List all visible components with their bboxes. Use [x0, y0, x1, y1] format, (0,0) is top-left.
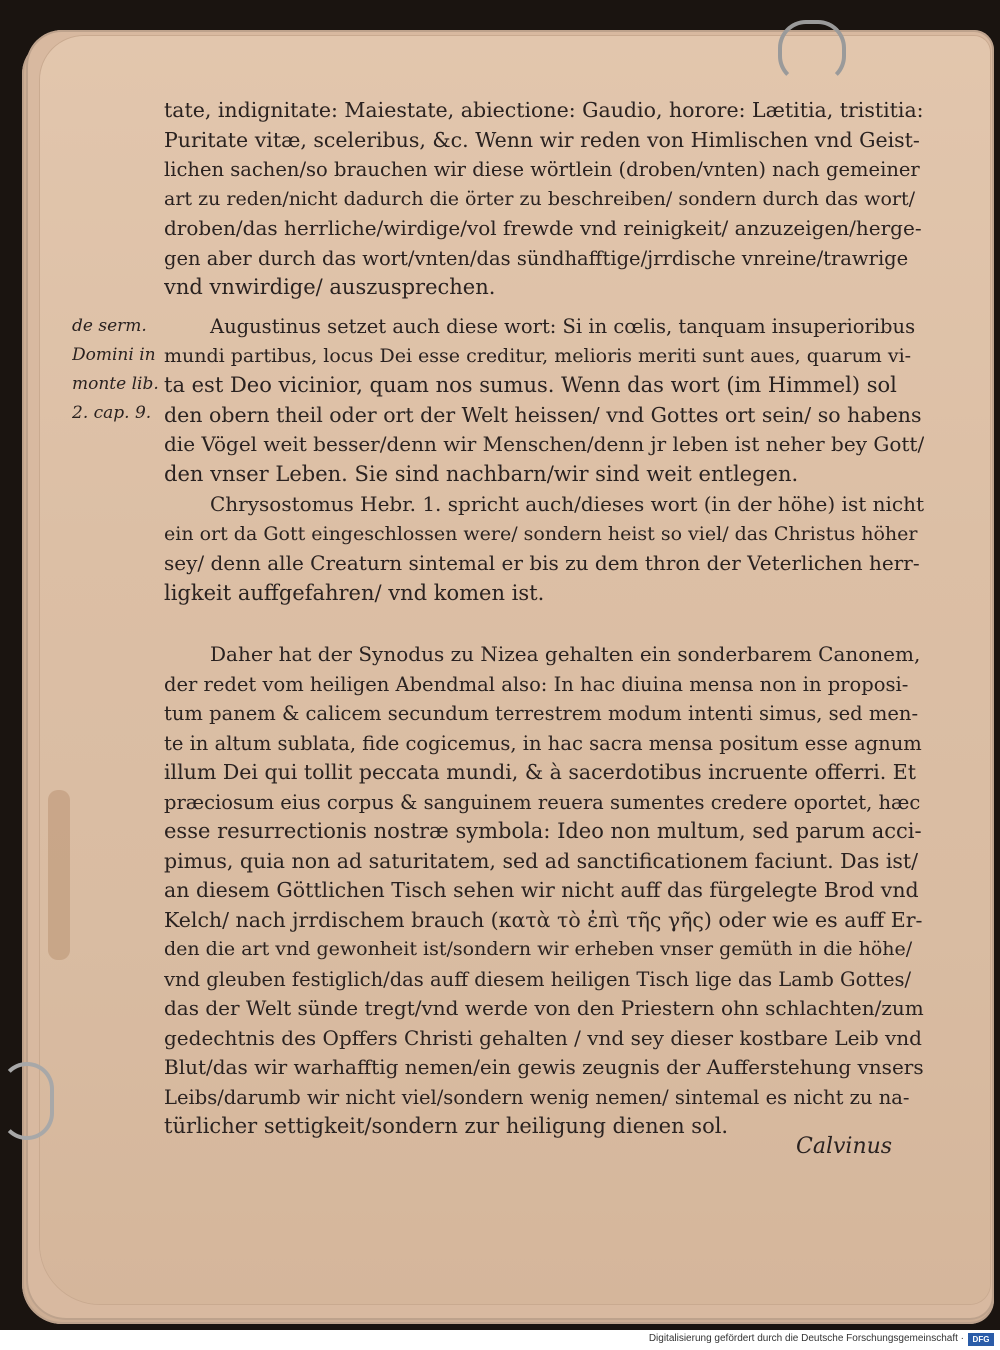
- paragraph-1: [164, 96, 924, 303]
- text-line: die Vögel weit besser/denn wir Menschen/denn jr leben ist neher bey Gott/: [164, 432, 924, 456]
- text-line: Leibs/darumb wir nicht viel/sondern wenig nemen/ sintemal es nicht zu na-: [164, 1085, 910, 1109]
- text-line: gen aber durch das wort/vnten/das sündhafftige/jrrdische vnreine/trawrige: [164, 246, 909, 270]
- text-line: den die art vnd gewonheit ist/sondern wir erheben vnser gemüth in die höhe/: [164, 938, 913, 960]
- text-line: Daher hat der Synodus zu Nizea gehalten ein sonderbarem Canonem,: [210, 642, 921, 666]
- page-stain: [48, 790, 70, 960]
- text-line: das der Welt sünde tregt/vnd werde von den Priestern ohn schlachten/zum: [164, 996, 924, 1020]
- text-line: Puritate vitæ, sceleribus, &c. Wenn wir reden von Himlischen vnd Geist-: [164, 127, 920, 152]
- text-line: de serm.: [72, 316, 147, 336]
- text-line: vnd vnwirdige/ auszusprechen.: [164, 275, 496, 299]
- text-line: esse resurrectionis nostræ symbola: Ideo non multum, sed parum acci-: [164, 819, 922, 843]
- catchword: Calvinus: [796, 1134, 893, 1159]
- text-line: illum Dei qui tollit peccata mundi, & à sacerdotibus incruente offerri. Et: [164, 760, 917, 784]
- paragraph-4: [164, 640, 924, 1142]
- dfg-logo: DFG: [968, 1333, 994, 1346]
- text-line: ligkeit auffgefahren/ vnd komen ist.: [164, 580, 545, 605]
- text-line: mundi partibus, locus Dei esse creditur, melioris meriti sunt aues, quarum vi-: [164, 344, 912, 367]
- text-line: sey/ denn alle Creaturn sintemal er bis zu dem thron der Veterlichen herr-: [164, 551, 920, 575]
- text-line: 2. cap. 9.: [72, 403, 152, 423]
- text-line: Augustinus setzet auch diese wort: Si in cœlis, tanquam insuperioribus: [210, 315, 916, 338]
- text-line: vnd gleuben festiglich/das auff diesem heiligen Tisch lige das Lamb Gottes/: [164, 967, 912, 991]
- text-line: Chrysostomus Hebr. 1. spricht auch/dieses wort (in der höhe) ist nicht: [210, 492, 924, 516]
- text-line: Blut/das wir warhafftig nemen/ein gewis zeugnis der Aufferstehung vnsers: [164, 1055, 924, 1079]
- text-line: monte lib.: [72, 374, 159, 394]
- text-line: Domini in: [72, 345, 156, 365]
- text-line: der redet vom heiligen Abendmal also: In hac diuina mensa non in proposi-: [164, 672, 909, 696]
- text-line: gedechtnis des Opffers Christi gehalten / vnd sey dieser kostbare Leib vnd: [164, 1025, 922, 1050]
- text-line: ein ort da Gott eingeschlossen were/ sondern heist so viel/ das Christus höher: [164, 522, 918, 545]
- paragraph-3: [164, 490, 924, 608]
- text-line: türlicher settigkeit/sondern zur heiligung dienen sol.: [164, 1114, 729, 1138]
- text-line: ta est Deo vicinior, quam nos sumus. Wenn das wort (im Himmel) sol: [164, 373, 897, 397]
- paragraph-2: [164, 312, 924, 489]
- text-line: lichen sachen/so brauchen wir diese wörtlein (droben/vnten) nach gemeiner: [164, 158, 920, 181]
- paper-clip-left: [0, 1062, 54, 1140]
- text-line: droben/das herrliche/wirdige/vol frewde vnd reinigkeit/ anzuzeigen/herge-: [164, 216, 922, 240]
- text-line: tate, indignitate: Maiestate, abiectione: Gaudio, horore: Lætitia, tristitia:: [164, 98, 924, 122]
- text-line: te in altum sublata, fide cogicemus, in hac sacra mensa positum esse agnum: [164, 731, 922, 755]
- text-line: Kelch/ nach jrrdischem brauch (κατὰ τὸ ἐπὶ τῆς γῆς) oder wie es auff Er-: [164, 907, 923, 932]
- text-line: den vnser Leben. Sie sind nachbarn/wir sind weit entlegen.: [164, 461, 799, 486]
- text-line: tum panem & calicem secundum terrestrem modum intenti simus, sed men-: [164, 702, 919, 725]
- text-line: den obern theil oder ort der Welt heissen/ vnd Gottes ort sein/ so habens: [164, 402, 922, 427]
- text-line: pimus, quia non ad saturitatem, sed ad sanctificationem faciunt. Das ist/: [164, 848, 919, 873]
- footer-credit: Digitalisierung gefördert durch die Deutsche Forschungsgemeinschaft ·: [648, 1333, 964, 1344]
- footer: [0, 1330, 1000, 1350]
- text-line: art zu reden/nicht dadurch die örter zu beschreiben/ sondern durch das wort/: [164, 187, 916, 210]
- text-line: præciosum eius corpus & sanguinem reuera sumentes credere oportet, hæc: [164, 790, 921, 814]
- margin-note: [72, 312, 159, 428]
- paper-clip-top: [778, 20, 846, 84]
- text-line: an diesem Göttlichen Tisch sehen wir nicht auff das fürgelegte Brod vnd: [164, 878, 919, 902]
